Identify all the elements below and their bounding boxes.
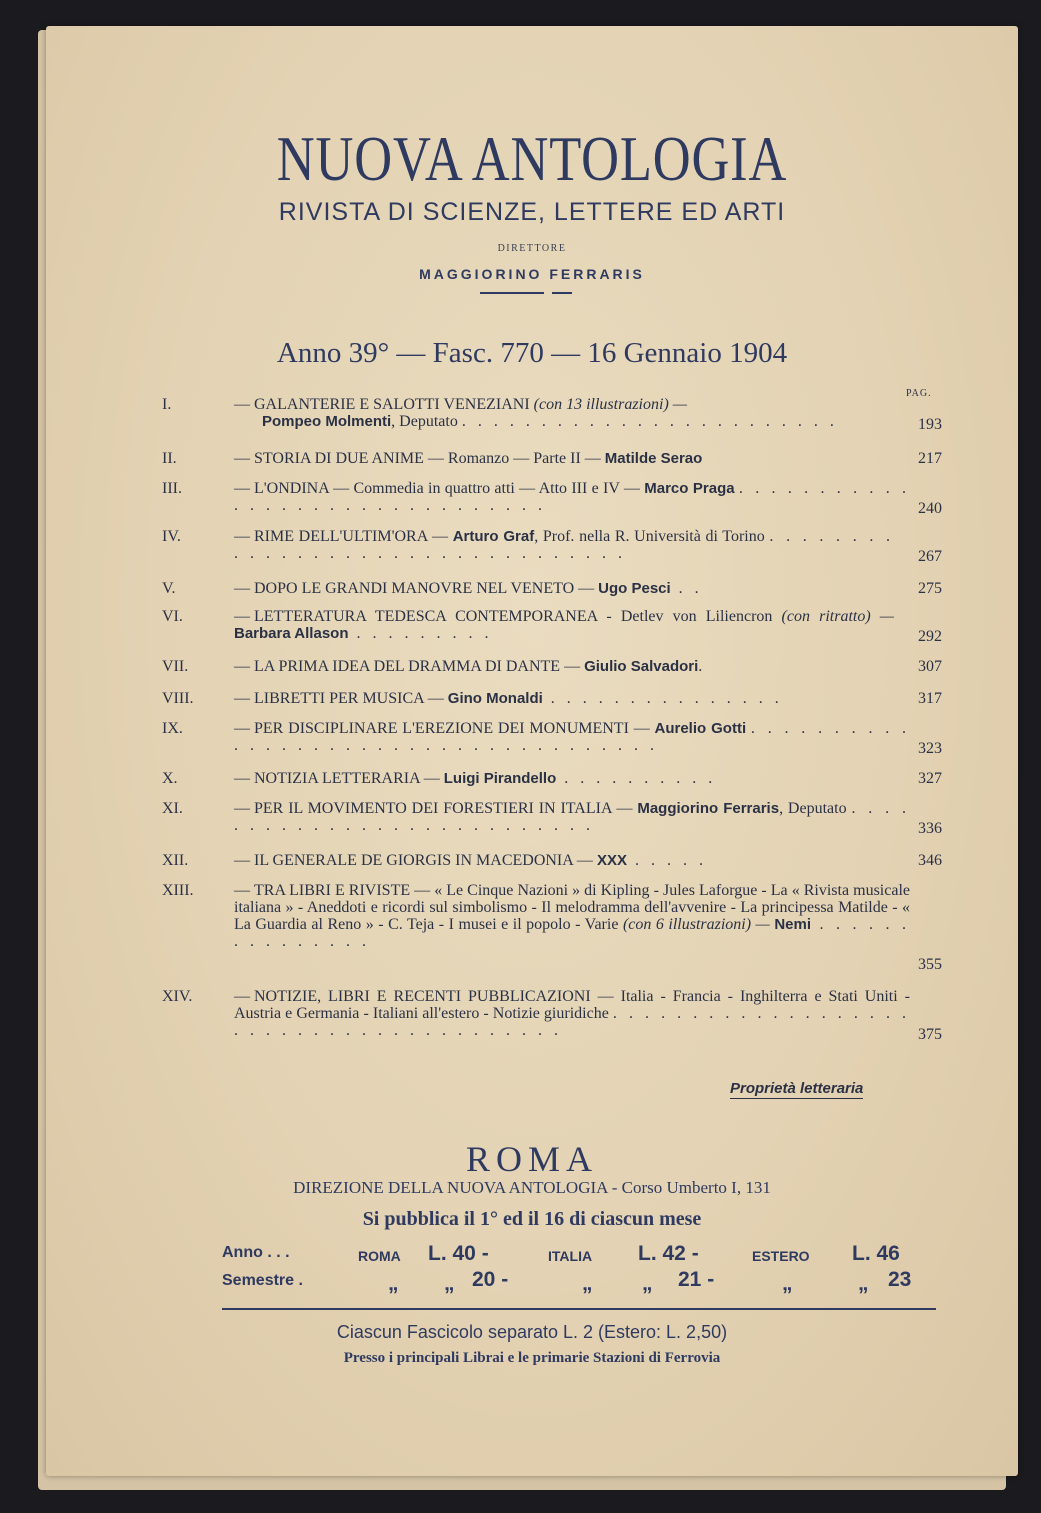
toc-number: X. xyxy=(162,770,178,787)
toc-author: Luigi Pirandello xyxy=(443,770,557,787)
page-column-label: PAG. xyxy=(906,388,932,399)
toc-author: Maggiorino Ferraris xyxy=(637,800,780,817)
price-ditto: „ xyxy=(444,1272,455,1295)
toc-text: — LA PRIMA IDEA DEL DRAMMA DI DANTE — Giulio Salvadori. xyxy=(234,658,703,675)
price-label: Anno . . . xyxy=(222,1244,290,1261)
price-rule xyxy=(222,1308,936,1310)
toc-author: Ugo Pesci xyxy=(598,580,671,597)
toc-number: XII. xyxy=(162,852,189,869)
price-label: Semestre . xyxy=(222,1272,303,1289)
toc-page: 217 xyxy=(918,450,942,467)
toc-page: 193 xyxy=(918,416,942,433)
toc-number: XI. xyxy=(162,800,183,817)
publication-frequency: Si pubblica il 1° ed il 16 di ciascun mese xyxy=(362,1208,702,1230)
toc-suffix: , Prof. nella R. Università di Torino xyxy=(534,528,765,545)
toc-text: — PER IL MOVIMENTO DEI FORESTIERI IN ITALIA — Maggiorino Ferraris, Deputato . . . . . . . . . . . . . . . . . . . . . . . . . . . xyxy=(234,800,911,834)
toc-page: 355 xyxy=(918,956,942,973)
toc-author: Giulio Salvadori xyxy=(584,658,699,675)
toc-author: Pompeo Molmenti xyxy=(262,413,392,430)
toc-number: XIV. xyxy=(162,988,193,1005)
distribution-note: Presso i principali Librai e le primarie Stazioni di Ferrovia xyxy=(343,1350,721,1366)
toc-text: — DOPO LE GRANDI MANOVRE NEL VENETO — Ugo Pesci . . xyxy=(234,580,703,597)
toc-title: LIBRETTI PER MUSICA — xyxy=(254,690,444,707)
toc-page: 346 xyxy=(918,852,942,869)
toc-text: — LETTERATURA TEDESCA CONTEMPORANEA - Detlev von Liliencron (con ritratto) — Barbara Allason . . . . . . . . . xyxy=(234,608,895,642)
toc-text: — RIME DELL'ULTIM'ORA — Arturo Graf, Prof. nella R. Università di Torino . . . . . . . . . . . . . . . . . . . . . . . . . . . . . . . . . xyxy=(234,528,895,562)
toc-page: 336 xyxy=(918,820,942,837)
toc-author: Marco Praga xyxy=(644,480,735,497)
masthead-title: NUOVA ANTOLOGIA xyxy=(276,123,788,194)
toc-number: V. xyxy=(162,580,176,597)
price-ditto: „ xyxy=(642,1272,653,1295)
toc-number: IX. xyxy=(162,720,183,737)
toc-number: III. xyxy=(162,480,182,497)
toc-title: NOTIZIE, LIBRI E RECENTI PUBBLICAZIONI — Italia - Francia - Inghilterra e Stati Uniti - Austria e Germania - Italiani all'estero - Notizie giuridiche xyxy=(234,988,910,1022)
toc-extra: (con ritratto) — xyxy=(781,608,895,625)
toc-title: TRA LIBRI E RIVISTE — « Le Cinque Nazioni » di Kipling - Jules Laforgue - La « Rivista musicale italiana » - Aneddoti e ricordi sul simbolismo - Il melodramma dell'avvenire - La principessa Matilde - « La Guardia al Reno » - C. Teja - I musei e il popolo - Varie xyxy=(234,882,910,933)
toc-author: Nemi xyxy=(774,916,811,933)
director-label: DIRETTORE xyxy=(497,243,567,254)
divider-rule xyxy=(480,292,544,294)
single-issue-price: Ciascun Fascicolo separato L. 2 (Estero: L. 2,50) xyxy=(336,1322,728,1342)
price-region: ITALIA xyxy=(548,1248,593,1264)
toc-page: 267 xyxy=(918,548,942,565)
price-value: 21 - xyxy=(678,1268,715,1291)
toc-page: 307 xyxy=(918,658,942,675)
toc-number: VII. xyxy=(162,658,189,675)
toc-title: LETTERATURA TEDESCA CONTEMPORANEA - Detlev von Liliencron xyxy=(254,608,773,625)
toc-page: 327 xyxy=(918,770,942,787)
toc-text: — TRA LIBRI E RIVISTE — « Le Cinque Nazioni » di Kipling - Jules Laforgue - La « Rivista musicale italiana » - Aneddoti e ricordi sul simbolismo - Il melodramma dell'avvenire - La principessa Matilde - « La Guardia al Reno » - C. Teja - I musei e il popolo - Varie (con 6 illustrazioni) — Nemi . . . . . . . . . . . . . . . xyxy=(234,882,911,950)
price-ditto: „ xyxy=(582,1272,593,1295)
toc-title: GALANTERIE E SALOTTI VENEZIANI xyxy=(254,396,530,413)
toc-text: — GALANTERIE E SALOTTI VENEZIANI (con 13 illustrazioni) — Pompeo Molmenti, Deputato . . . . . . . . . . . . . . . . . . . . . . . . xyxy=(234,396,838,430)
toc-title: PER IL MOVIMENTO DEI FORESTIERI IN ITALIA — xyxy=(254,800,633,817)
price-ditto: „ xyxy=(858,1272,869,1295)
toc-author: Gino Monaldi xyxy=(447,690,543,707)
toc-page: 292 xyxy=(918,628,942,645)
toc-number: I. xyxy=(162,396,172,413)
price-region: ESTERO xyxy=(752,1248,810,1264)
toc-number: II. xyxy=(162,450,177,467)
price-value: 20 - xyxy=(472,1268,509,1291)
address-line: DIREZIONE DELLA NUOVA ANTOLOGIA - Corso Umberto I, 131 xyxy=(293,1178,771,1197)
toc-page: 317 xyxy=(918,690,942,707)
toc-suffix: , Deputato xyxy=(391,413,458,430)
toc-text: — NOTIZIA LETTERARIA — Luigi Pirandello . . . . . . . . . . xyxy=(234,770,717,787)
toc-text: — STORIA DI DUE ANIME — Romanzo — Parte II — Matilde Serao xyxy=(234,450,703,467)
toc-number: XIII. xyxy=(162,882,194,899)
director-name: MAGGIORINO FERRARIS xyxy=(419,266,645,282)
toc-text: — NOTIZIE, LIBRI E RECENTI PUBBLICAZIONI — Italia - Francia - Inghilterra e Stati Uniti - Austria e Germania - Italiani all'estero - Notizie giuridiche . . . . . . . . . . . . . . . . . . . . . . . . . . . . . . . . . . . . . . . . xyxy=(234,988,911,1039)
toc-number: VI. xyxy=(162,608,183,625)
masthead-subtitle: RIVISTA DI SCIENZE, LETTERE ED ARTI xyxy=(278,198,786,226)
price-value: L. 40 - xyxy=(428,1242,489,1265)
toc-number: VIII. xyxy=(162,690,194,707)
issue-line: Anno 39° — Fasc. 770 — 16 Gennaio 1904 xyxy=(276,337,788,369)
toc-suffix: , Deputato xyxy=(779,800,847,817)
price-ditto: „ xyxy=(782,1272,793,1295)
toc-title: IL GENERALE DE GIORGIS IN MACEDONIA — xyxy=(254,852,593,869)
toc-author: Matilde Serao xyxy=(604,450,703,467)
toc-page: 275 xyxy=(918,580,942,597)
toc-number: IV. xyxy=(162,528,181,545)
price-value: 23 xyxy=(888,1268,912,1291)
copyright-notice: Proprietà letteraria xyxy=(730,1080,864,1097)
toc-extra: (con 6 illustrazioni) — xyxy=(622,916,770,933)
toc-author: Aurelio Gotti xyxy=(654,720,747,737)
city-heading: ROMA xyxy=(465,1139,599,1179)
price-region: ROMA xyxy=(358,1248,401,1264)
toc-text: — LIBRETTI PER MUSICA — Gino Monaldi . . . . . . . . . . . . . . . xyxy=(234,690,783,707)
toc-title: PER DISCIPLINARE L'EREZIONE DEI MONUMENTI — xyxy=(254,720,650,737)
divider-rule xyxy=(552,292,572,294)
price-ditto: „ xyxy=(388,1272,399,1295)
toc-author: Arturo Graf xyxy=(452,528,535,545)
toc-page: 240 xyxy=(918,500,942,517)
toc-title: L'ONDINA — Commedia in quattro atti — Atto III e IV — xyxy=(254,480,640,497)
toc-author: Barbara Allason xyxy=(234,625,349,642)
toc-title: NOTIZIA LETTERARIA — xyxy=(254,770,440,787)
toc-author: XXX xyxy=(596,852,627,869)
price-value: L. 42 - xyxy=(638,1242,699,1265)
toc-title: DOPO LE GRANDI MANOVRE NEL VENETO — xyxy=(254,580,595,597)
toc-text: — IL GENERALE DE GIORGIS IN MACEDONIA — XXX . . . . . xyxy=(234,852,707,869)
price-value: L. 46 xyxy=(852,1242,900,1265)
toc-title: LA PRIMA IDEA DEL DRAMMA DI DANTE — xyxy=(254,658,581,675)
toc-page: 375 xyxy=(918,1026,942,1043)
toc-text: — PER DISCIPLINARE L'EREZIONE DEI MONUMENTI — Aurelio Gotti . . . . . . . . . . . . . . . . . . . . . . . . . . . . . . . . . . . . . xyxy=(234,720,911,754)
toc-text: — L'ONDINA — Commedia in quattro atti — Atto III e IV — Marco Praga . . . . . . . . . . . . . . . . . . . . . . . . . . . . . . . xyxy=(234,480,911,514)
toc-extra: (con 13 illustrazioni) — xyxy=(533,396,687,413)
toc-page: 323 xyxy=(918,740,942,757)
magazine-cover-page xyxy=(46,26,1018,1476)
toc-title: STORIA DI DUE ANIME — Romanzo — Parte II — xyxy=(254,450,601,467)
toc-title: RIME DELL'ULTIM'ORA — xyxy=(254,528,449,545)
